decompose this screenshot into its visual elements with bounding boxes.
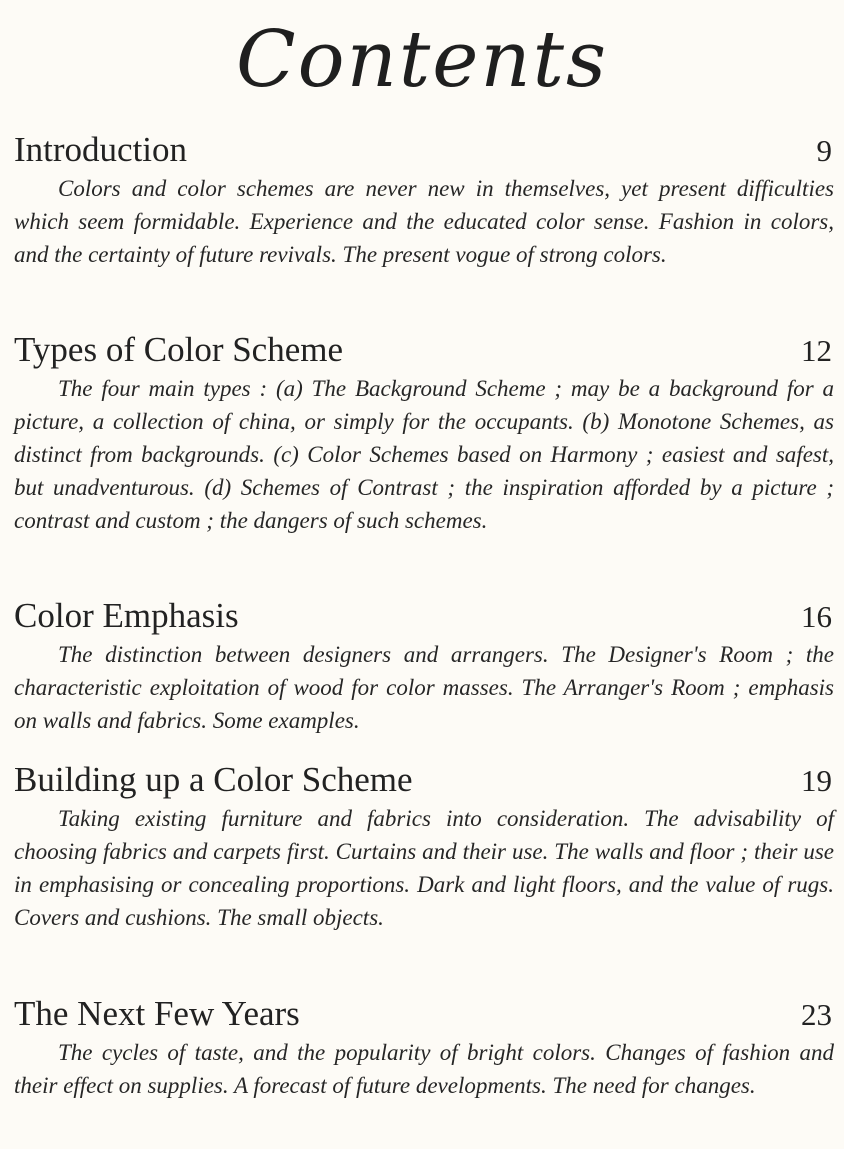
toc-summary: Colors and color schemes are never new in themselves, yet present difficulties which seem formidable. Experience and the educated color sense. Fashion in colors, and the certainty of future revivals. The present vogue of strong colors. [14, 176, 834, 267]
toc-summary: The cycles of taste, and the popularity of bright colors. Changes of fashion and their effect on supplies. A forecast of future developments. The need for changes. [14, 1040, 834, 1098]
toc-heading: Color Emphasis [14, 596, 239, 635]
toc-summary: Taking existing furniture and fabrics into consideration. The advisability of choosing fabrics and carpets first. Curtains and their use. The walls and floor ; their use in emphasising or concealing proportions. Dark and light floors, and the value of rugs. Covers and cushions. The small objects. [14, 806, 834, 930]
toc-entry-color-emphasis [14, 594, 834, 737]
toc-heading-row [14, 328, 834, 372]
toc-page-number: 16 [801, 599, 832, 634]
toc-page-number: 23 [801, 997, 832, 1032]
page-title: Contents [236, 15, 608, 105]
toc-heading-row [14, 758, 834, 802]
toc-page-number: 12 [801, 333, 832, 368]
toc-entry-introduction [14, 128, 834, 271]
toc-page-number: 19 [801, 763, 832, 798]
toc-summary: The four main types : (a) The Background Scheme ; may be a background for a picture, a collection of china, or simply for the occupants. (b) Monotone Schemes, as distinct from backgrounds. (c) Color Schemes based on Harmony ; easiest and safest, but unadventurous. (d) Schemes of Contrast ; the inspiration afforded by a picture ; contrast and custom ; the dangers of such schemes. [14, 376, 834, 533]
toc-heading-row [14, 128, 834, 172]
toc-heading-row [14, 992, 834, 1036]
toc-heading: Types of Color Scheme [14, 330, 344, 369]
toc-entry-types-of-color-scheme [14, 328, 834, 537]
toc-entry-the-next-few-years [14, 992, 834, 1102]
toc-entry-building-up-a-color-scheme [14, 758, 834, 934]
toc-heading: The Next Few Years [14, 994, 300, 1033]
toc-summary: The distinction between designers and arrangers. The Designer's Room ; the characteristic exploitation of wood for color masses. The Arranger's Room ; emphasis on walls and fabrics. Some examples. [14, 642, 834, 733]
toc-heading-row [14, 594, 834, 638]
toc-page-number: 9 [816, 133, 832, 168]
toc-heading: Building up a Color Scheme [14, 760, 413, 799]
toc-heading: Introduction [14, 130, 188, 169]
